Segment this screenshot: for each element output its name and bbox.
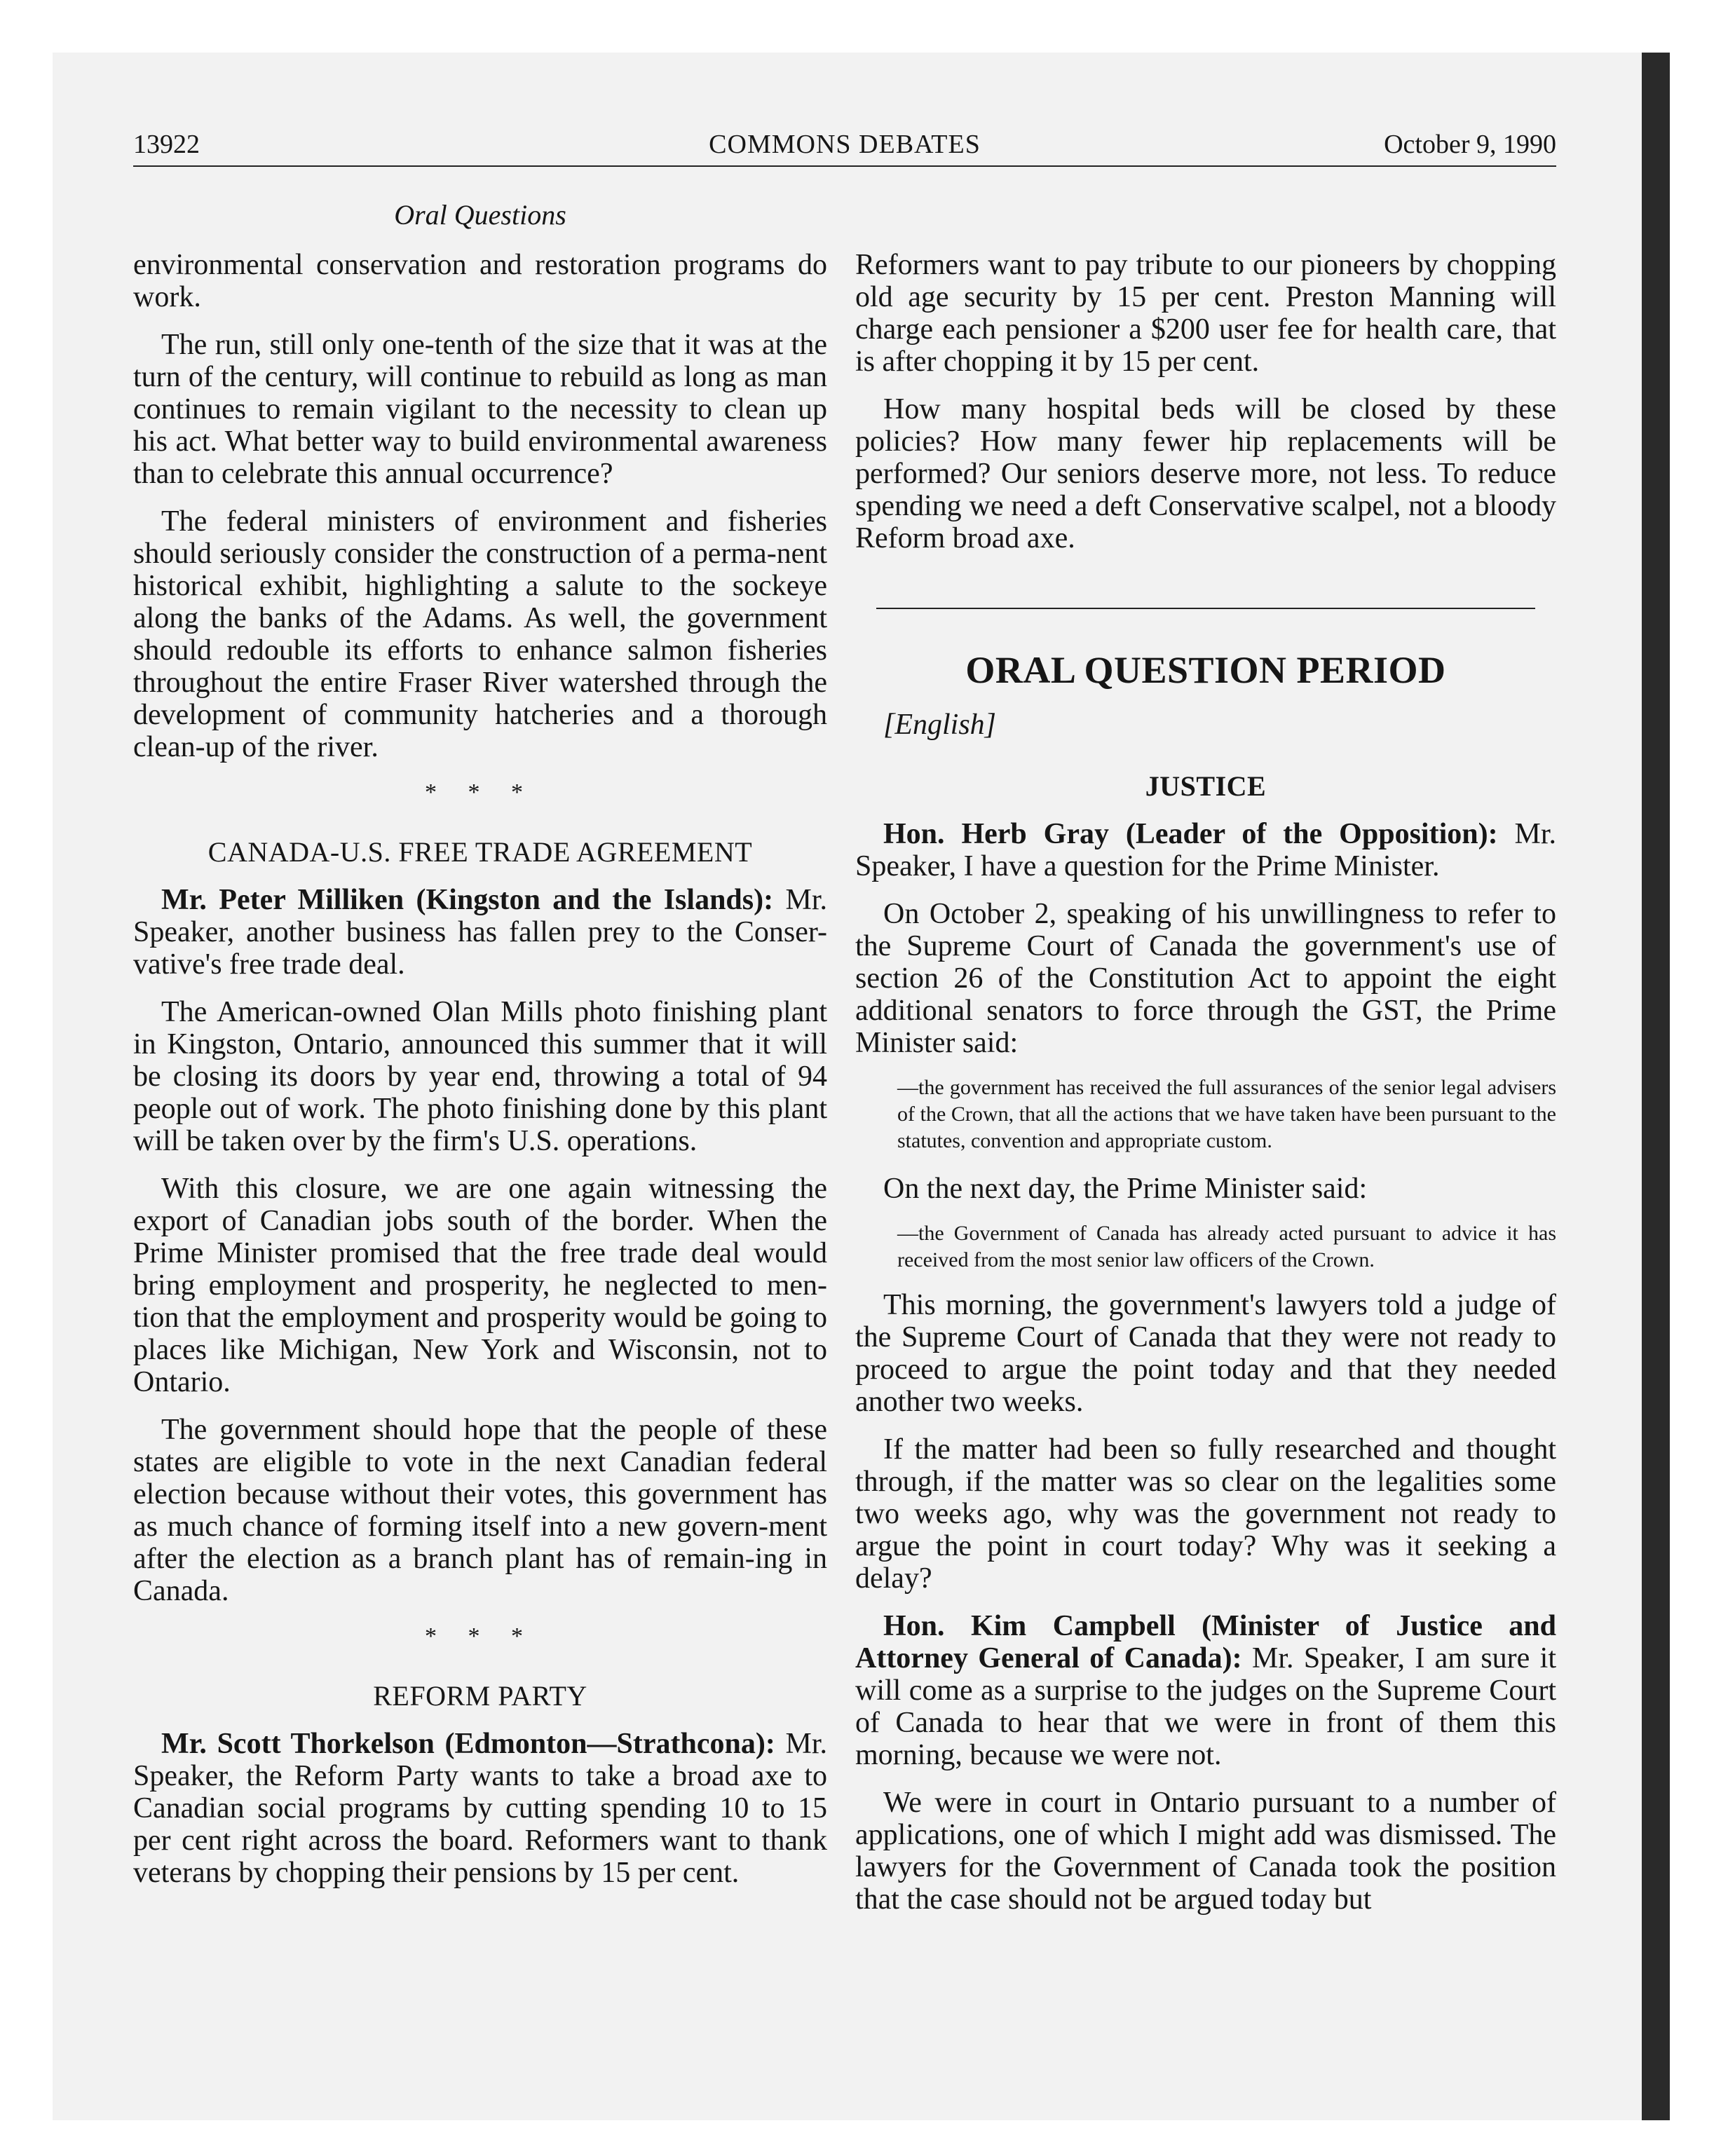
section-heading-justice: JUSTICE [1145, 770, 1267, 802]
speech-paragraph [855, 818, 1556, 882]
section-heading-reform-party: REFORM PARTY [373, 1680, 587, 1712]
paragraph: On October 2, speaking of his unwillingness to refer to the Supreme Court of Canada the government's use of section 26 of the Constitution Act to appoint the eight additional senators to force through the GST, the Prime Minister said: [855, 898, 1556, 1059]
speech-text: Mr. Speaker, I am sure it will come as a surprise to the judges on the Supreme Court of Canada to hear that we were in front of them this morning, because we were not. [855, 1642, 1557, 1771]
left-column [133, 249, 827, 1904]
right-column [855, 249, 1556, 1931]
scan-edge-shadow [1642, 53, 1670, 2120]
journal-title: COMMONS DEBATES [709, 130, 981, 159]
paragraph: The American-owned Olan Mills photo finishing plant in Kingston, Ontario, announced this summer that it will be closing its doors by year end, throwing a total of 94 people out of work. The photo finishing done by this plant will be taken over by the firm's U.S. operations. [133, 996, 827, 1157]
speaker-name: Mr. Peter Milliken (Kingston and the Islands): [161, 884, 774, 916]
speech-text: Mr. Speaker, another business has fallen prey to the Conser-vative's free trade deal. [133, 884, 827, 981]
paragraph: The run, still only one-tenth of the size that it was at the turn of the century, will continue to rebuild as long as man continues to remain vigilant to the necessity to clean up his act. What better way to build environmental awareness than to celebrate this annual occurrence? [133, 329, 827, 490]
paragraph: Reformers want to pay tribute to our pioneers by chopping old age security by 15 per cent. Preston Manning will charge each pensioner a $200 user fee for health care, that is after chopping it by 15 per cent. [855, 249, 1556, 378]
running-header [133, 126, 1556, 163]
paragraph: environmental conservation and restoration programs do work. [133, 249, 827, 313]
paragraph: We were in court in Ontario pursuant to a number of applications, one of which I might add was dismissed. The lawyers for the Government of Canada took the position that the case should not be argued today but [855, 1787, 1556, 1916]
section-heading-free-trade: CANADA-U.S. FREE TRADE AGREEMENT [207, 836, 753, 868]
paragraph: If the matter had been so fully researched and thought through, if the matter was so clear on the legalities some two weeks ago, why was the government not ready to argue the point in court today? Why was it seeking a delay? [855, 1433, 1556, 1595]
page-number: 13922 [133, 130, 200, 159]
speaker-name: Hon. Kim Campbell (Minister of Justice and Attorney General of Canada): [855, 1610, 1556, 1674]
speech-paragraph [855, 1610, 1556, 1771]
speech-paragraph [133, 884, 827, 981]
paragraph: On the next day, the Prime Minister said: [883, 1173, 1368, 1205]
paragraph: The federal ministers of environment and fisheries should seriously consider the construction of a perma-nent historical exhibit, highlighting a salute to the sockeye along the banks of the Adams. As well, the government should redouble its efforts to enhance salmon fisheries throughout the entire Fraser River watershed through the development of community hatcheries and a thorough clean-up of the river. [133, 505, 827, 763]
block-quote: —the Government of Canada has already acted pursuant to advice it has received from the most senior law officers of the Crown. [897, 1222, 1556, 1271]
section-heading-oral-question-period: ORAL QUESTION PERIOD [965, 649, 1446, 691]
paragraph: This morning, the government's lawyers told a judge of the Supreme Court of Canada that they were not ready to proceed to argue the point today and that they needed another two weeks. [855, 1289, 1556, 1418]
speaker-name: Mr. Scott Thorkelson (Edmonton—Strathcona): [161, 1728, 775, 1760]
section-separator: * * * [425, 1623, 536, 1649]
paragraph: How many hospital beds will be closed by these policies? How many fewer hip replacements will be performed? Our seniors deserve more, not less. To reduce spending we need a deft Conservative scalpel, not a bloody Reform broad axe. [855, 393, 1556, 554]
speaker-name: Hon. Herb Gray (Leader of the Opposition): [883, 818, 1498, 850]
language-tag: [English] [883, 709, 997, 741]
paragraph: The government should hope that the people of these states are eligible to vote in the next Canadian federal election because without their votes, this government has as much chance of forming itself into a new govern-ment after the election as a branch plant has of remain-ing in Canada. [133, 1414, 827, 1607]
section-rule [876, 608, 1535, 609]
section-separator: * * * [425, 779, 536, 805]
section-label: Oral Questions [394, 199, 566, 231]
speech-text: Mr. Speaker, I have a question for the Prime Minister. [855, 818, 1556, 882]
block-quote: —the government has received the full assurances of the senior legal advisers of the Crown, that all the actions that we have taken have been pursuant to the statutes, convention and appropriate custom. [897, 1076, 1556, 1152]
header-rule [133, 165, 1556, 167]
speech-text: Mr. Speaker, the Reform Party wants to take a broad axe to Canadian social programs by cutting spending 10 to 15 per cent right across the board. Reformers want to thank veterans by chopping their pensions by 15 per cent. [133, 1728, 827, 1889]
issue-date: October 9, 1990 [1384, 130, 1556, 159]
paragraph: With this closure, we are one again witnessing the export of Canadian jobs south of the border. When the Prime Minister promised that the free trade deal would bring employment and prosperity, he neglected to men-tion that the employment and prosperity would be going to places like Michigan, New York and Wisconsin, not to Ontario. [133, 1173, 827, 1398]
speech-paragraph [133, 1728, 827, 1889]
